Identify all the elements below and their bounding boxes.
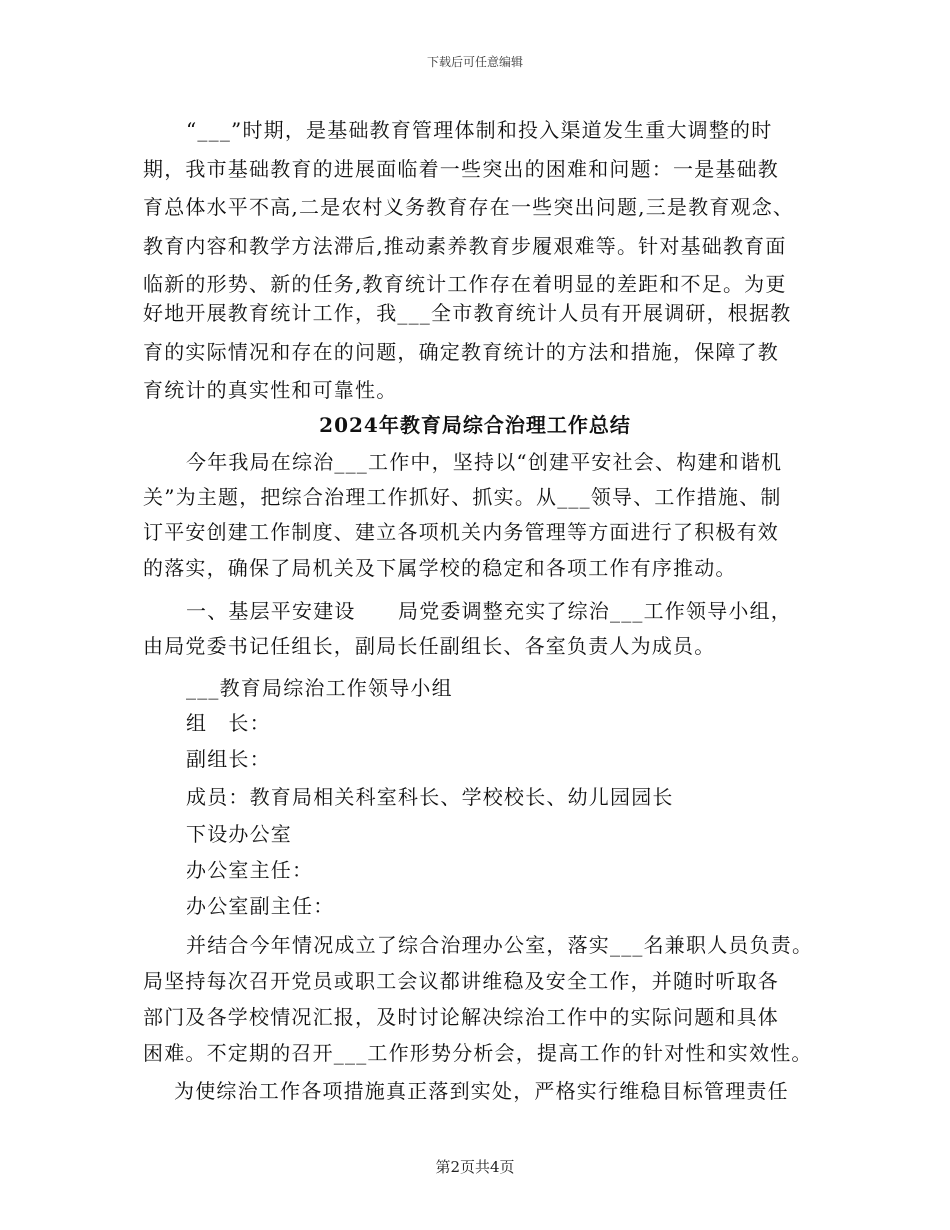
group-list-line: 办公室副主任： xyxy=(186,894,335,918)
paragraph-5-line: 为使综治工作各项措施真正落到实处，严格实行维稳目标管理责任 xyxy=(174,1079,789,1103)
document-title: 2024年教育局综合治理工作总结 xyxy=(319,413,631,437)
paragraph-1-line: 育总体水平不高,二是农村义务教育存在一些突出问题,三是教育观念、 xyxy=(143,195,795,219)
paragraph-4-line: 部门及各学校情况汇报，及时讨论解决综治工作中的实际问题和具体 xyxy=(143,1005,779,1029)
group-list-line: 成员：教育局相关科室科长、学校校长、幼儿园园长 xyxy=(186,785,674,809)
paragraph-4-line: 并结合今年情况成立了综合治理办公室，落实___名兼职人员负责。 xyxy=(186,933,814,957)
paragraph-1-line: 育的实际情况和存在的问题，确定教育统计的方法和措施，保障了教 xyxy=(143,340,779,364)
group-list-line: 下设办公室 xyxy=(186,822,292,846)
paragraph-1-line: 临新的形势、新的任务,教育统计工作存在着明显的差距和不足。为更 xyxy=(143,272,787,296)
paragraph-1-line: “___”时期，是基础教育管理体制和投入渠道发生重大调整的时 xyxy=(186,118,773,142)
group-list-line: 办公室主任： xyxy=(186,858,314,882)
paragraph-3-line: 由局党委书记任组长，副局长任副组长、各室负责人为成员。 xyxy=(143,634,716,658)
group-list-line: 组 长： xyxy=(186,711,271,735)
paragraph-2-line: 的落实，确保了局机关及下属学校的稳定和各项工作有序推动。 xyxy=(143,556,737,580)
page-header: 下载后可任意编辑 xyxy=(426,55,523,69)
paragraph-1-line: 教育内容和教学方法滞后,推动素养教育步履艰难等。针对基础教育面 xyxy=(143,234,787,258)
group-list-line: ___教育局综治工作领导小组 xyxy=(186,676,453,700)
paragraph-2-line: 订平安创建工作制度、建立各项机关内务管理等方面进行了积极有效 xyxy=(143,520,779,544)
paragraph-3-line: 一、基层平安建设 局党委调整充实了综治___工作领导小组， xyxy=(186,599,792,623)
group-list-line: 副组长： xyxy=(186,747,271,771)
paragraph-4-line: 困难。不定期的召开___工作形势分析会，提高工作的针对性和实效性。 xyxy=(143,1041,813,1065)
paragraph-1-line: 期，我市基础教育的进展面临着一些突出的困难和问题：一是基础教 xyxy=(143,157,779,181)
paragraph-1-line: 好地开展教育统计工作，我___全市教育统计人员有开展调研，根据教 xyxy=(143,301,792,325)
page-footer: 第2页共4页 xyxy=(435,1158,515,1176)
paragraph-4-line: 局坚持每次召开党员或职工会议都讲维稳及安全工作，并随时听取各 xyxy=(143,969,779,993)
paragraph-2-line: 关”为主题，把综合治理工作抓好、抓实。从___领导、工作措施、制 xyxy=(143,485,782,509)
paragraph-2-line: 今年我局在综治___工作中，坚持以“创建平安社会、构建和谐机 xyxy=(186,450,783,474)
paragraph-1-line: 育统计的真实性和可靠性。 xyxy=(143,378,398,402)
